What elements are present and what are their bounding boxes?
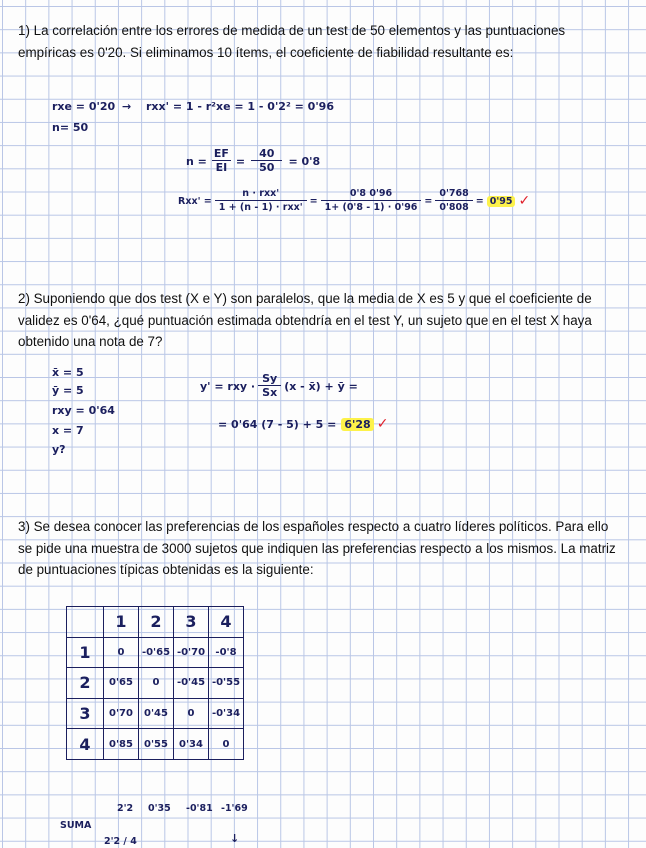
matrix-header-row <box>67 607 244 638</box>
q2-f-lhs: y' = rxy · <box>200 379 256 393</box>
q1-n-lhs: n = <box>186 154 207 168</box>
q1-rxx-formula: rxx' = 1 - r²xe = 1 - 0'2² = 0'96 <box>146 100 334 113</box>
q1-R-num3: 0'768 <box>439 188 469 199</box>
q1-R-eq1: = <box>309 195 318 207</box>
sum-col-3: -0'81 <box>186 803 213 814</box>
q1-n-num: EF <box>213 147 229 160</box>
q1-R-lhs: Rxx' = <box>178 195 212 207</box>
q1-R-eq2: = <box>424 195 433 207</box>
q1-given-n: n= 50 <box>52 121 89 134</box>
q2-f-fraction <box>258 373 281 399</box>
q1-R-fraction3 <box>435 188 472 214</box>
matrix-header-cell: 3 <box>174 607 209 638</box>
q1-n-fraction <box>210 148 233 174</box>
q2-given-mean-y: ȳ = 5 <box>52 384 84 397</box>
matrix-cell: 0 <box>209 729 244 760</box>
q2-given-y: y? <box>52 443 66 456</box>
check-icon: ✓ <box>518 193 531 209</box>
matrix-cell: 0'85 <box>104 729 139 760</box>
matrix-header-cell: 2 <box>139 607 174 638</box>
q1-given-rxe: rxe = 0'20 <box>52 100 116 113</box>
matrix-cell: 0'55 <box>139 729 174 760</box>
question-1-text: 1) La correlación entre los errores de medida de un test de 50 elementos y las puntuaciones empíricas es 0'20. Si eliminamos 10 ítems, el coeficiente de fiabilidad resultante es: <box>18 23 566 60</box>
q1-n-num2: 40 <box>259 147 275 160</box>
matrix-row <box>67 668 244 699</box>
matrix-row-label: 3 <box>67 698 104 729</box>
q1-n-result: = 0'8 <box>288 154 321 168</box>
q2-answer: 6'28 <box>341 418 373 431</box>
bottom-partial-text: 2'2 / 4 <box>104 836 137 847</box>
question-2-text: 2) Suponiendo que dos test (X e Y) son paralelos, que la media de X es 5 y que el coeficiente de validez es 0'64, ¿qué puntuación estimada obtendría en el test Y, un sujeto que en el test X haya obtenido una nota de 7? <box>18 291 592 349</box>
matrix-cell: 0'45 <box>139 698 174 729</box>
q2-given-rxy: rxy = 0'64 <box>52 404 115 417</box>
q1-n-den: EI <box>212 160 232 174</box>
question-3-text: 3) Se desea conocer las preferencias de los españoles respecto a cuatro líderes políticos. Para ello se pide una muestra de 3000 sujetos que indiquen las preferencias respecto a los mismos. La matriz de puntuaciones típicas obtenidas es la siguiente: <box>18 519 616 577</box>
sum-col-4: -1'69 <box>221 803 248 814</box>
matrix-cell: -0'65 <box>139 637 174 668</box>
q1-n-den2: 50 <box>251 160 282 174</box>
suma-label: SUMA <box>60 820 92 831</box>
matrix-header-cell: 4 <box>209 607 244 638</box>
q2-f2: = 0'64 (7 - 5) + 5 = <box>218 417 337 431</box>
q2-given-x: x = 7 <box>52 424 84 437</box>
q1-R-formula <box>178 188 530 214</box>
q2-f-den: Sx <box>258 385 281 399</box>
q1-n-eq: = <box>235 154 246 168</box>
matrix-cell: -0'55 <box>209 668 244 699</box>
q2-f-num: Sy <box>262 372 278 385</box>
q1-n-fraction2 <box>251 148 282 174</box>
q2-formula <box>200 373 358 399</box>
arrow-icon: → <box>122 100 132 113</box>
sum-col-2: 0'35 <box>148 803 171 814</box>
q1-R-eq3: = <box>475 195 484 207</box>
matrix-row-label: 4 <box>67 729 104 760</box>
matrix-row-label: 2 <box>67 668 104 699</box>
q2-f-rest: (x - x̄) + ȳ = <box>284 379 358 393</box>
q1-R-num2: 0'8 0'96 <box>349 188 393 199</box>
matrix-cell: -0'45 <box>174 668 209 699</box>
matrix-row <box>67 729 244 760</box>
arrow-down-icon: ↓ <box>230 832 240 845</box>
matrix-cell: 0 <box>139 668 174 699</box>
matrix-corner-cell <box>67 607 104 638</box>
q1-n-formula <box>186 148 320 174</box>
q2-formula-2 <box>218 416 388 432</box>
matrix-cell: -0'34 <box>209 698 244 729</box>
q1-R-den2: 1+ (0'8 - 1) · 0'96 <box>321 200 422 214</box>
matrix-row-label: 1 <box>67 637 104 668</box>
matrix-cell: -0'70 <box>174 637 209 668</box>
matrix-cell: 0 <box>174 698 209 729</box>
check-icon: ✓ <box>376 416 389 432</box>
q1-R-fraction2 <box>321 188 422 214</box>
matrix-header-cell: 1 <box>104 607 139 638</box>
matrix-row <box>67 698 244 729</box>
q1-answer: 0'95 <box>487 196 516 207</box>
matrix-cell: -0'8 <box>209 637 244 668</box>
sum-col-1: 2'2 <box>117 803 134 814</box>
matrix-cell: 0'70 <box>104 698 139 729</box>
q1-R-num: n · rxx' <box>242 188 280 199</box>
matrix-cell: 0 <box>104 637 139 668</box>
q1-R-den3: 0'808 <box>435 200 472 214</box>
q2-given-mean-x: x̄ = 5 <box>52 366 84 379</box>
matrix-cell: 0'34 <box>174 729 209 760</box>
q1-R-fraction <box>215 188 307 214</box>
matrix-row <box>67 637 244 668</box>
q1-R-den: 1 + (n - 1) · rxx' <box>215 200 307 214</box>
z-score-matrix <box>66 606 244 760</box>
matrix-cell: 0'65 <box>104 668 139 699</box>
